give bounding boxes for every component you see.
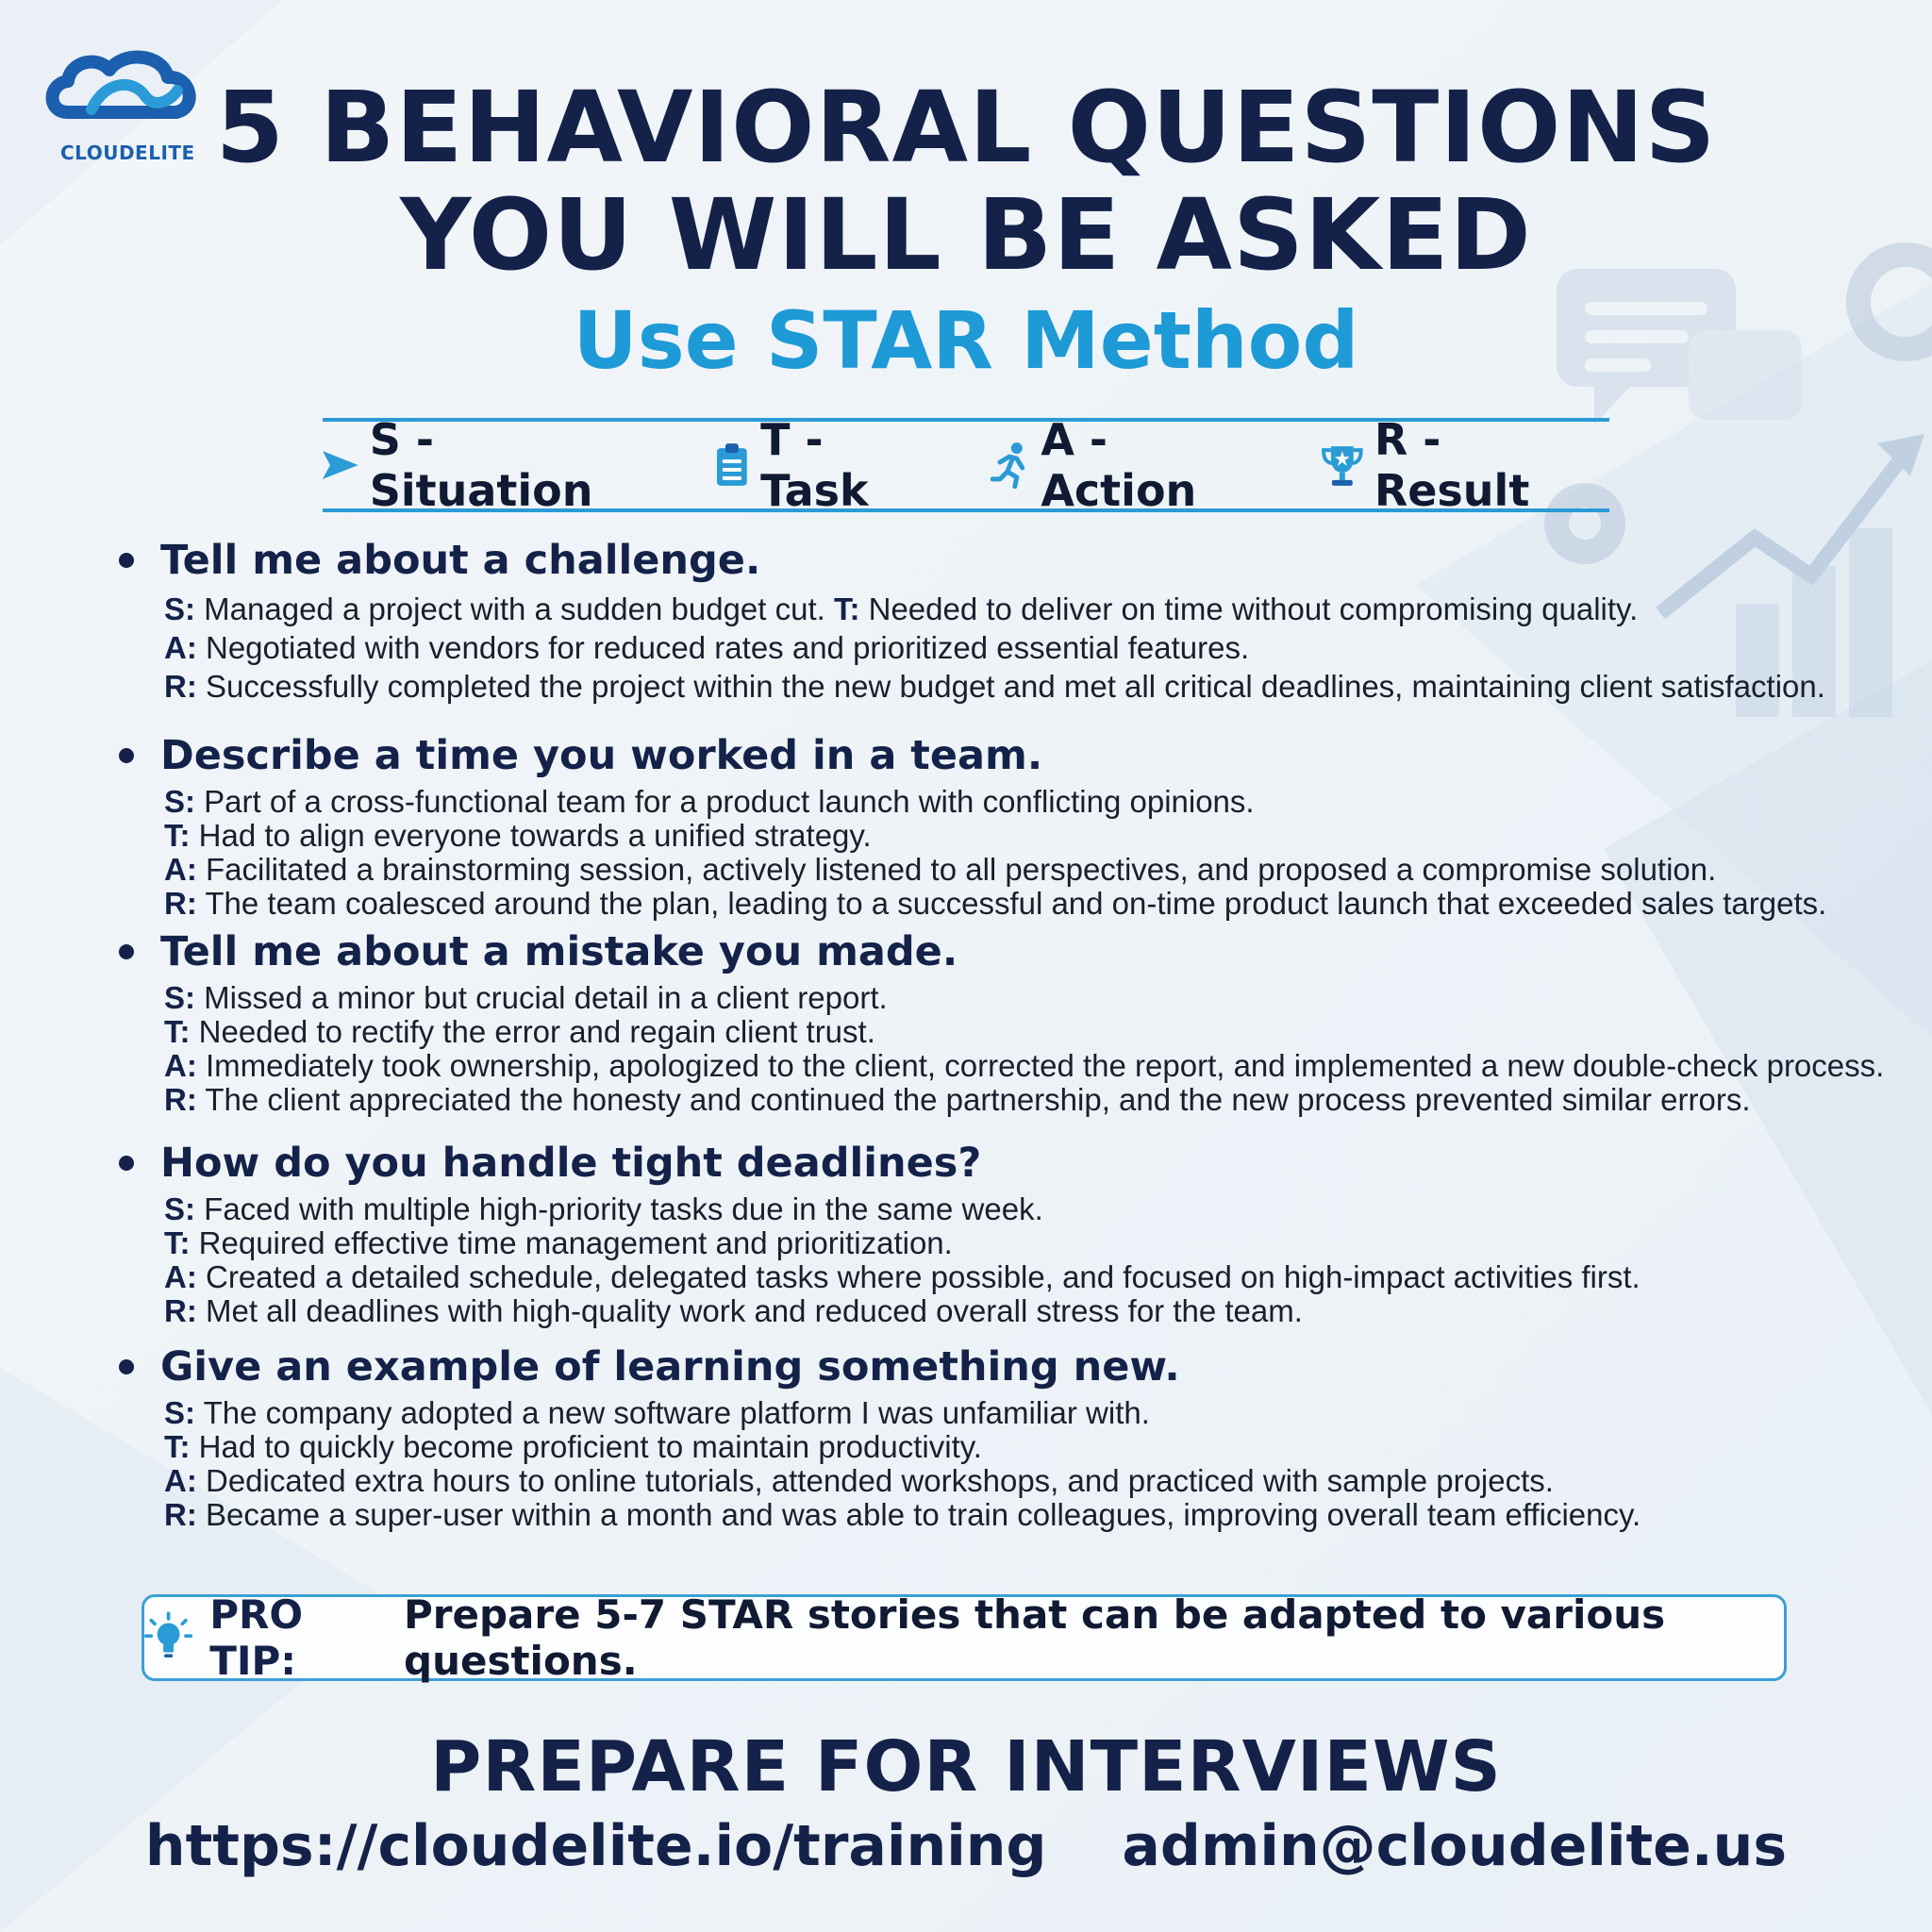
answer-line — [164, 1015, 1887, 1049]
answer-text: Facilitated a brainstorming session, actively listened to all perspectives, and proposed a compromise solution. — [196, 852, 1717, 887]
star-key: T: — [164, 818, 191, 853]
question-title: Tell me about a challenge. — [160, 537, 761, 584]
star-key: R: — [164, 1497, 197, 1532]
star-key: A: — [164, 852, 197, 887]
lightbulb-icon — [144, 1609, 192, 1666]
star-label: A - Action — [1041, 414, 1197, 516]
question-item — [113, 923, 1887, 1117]
answer-line — [164, 1430, 1887, 1464]
star-label: T - Task — [760, 414, 869, 516]
star-label: S - Situation — [369, 414, 593, 516]
star-legend — [323, 414, 1609, 516]
page-title — [0, 70, 1932, 292]
training-link[interactable]: https://cloudelite.io/training — [144, 1813, 1047, 1879]
answer-line — [164, 590, 1887, 628]
pro-tip-box — [142, 1591, 1787, 1684]
answer-text: Had to quickly become proficient to maintain productivity. — [190, 1429, 982, 1464]
answer-text: Part of a cross-functional team for a product launch with conflicting opinions. — [195, 784, 1255, 819]
send-arrow-icon — [323, 451, 358, 479]
star-key: T: — [164, 1429, 191, 1464]
answer-line — [164, 1192, 1887, 1226]
question-title: Give an example of learning something new. — [160, 1343, 1180, 1391]
star-key: T: — [164, 1225, 191, 1260]
star-key: S: — [164, 1191, 195, 1226]
star-item-action — [991, 414, 1277, 516]
question-item — [113, 1134, 1887, 1328]
bullet-icon — [119, 944, 134, 959]
answer-text: Required effective time management and prioritization. — [190, 1225, 953, 1260]
question-title: How do you handle tight deadlines? — [160, 1140, 982, 1187]
star-key: A: — [164, 1259, 197, 1294]
question-item — [113, 531, 1887, 706]
star-key: S: — [164, 1395, 195, 1430]
star-key: S: — [164, 784, 195, 819]
pro-tip-text: Prepare 5-7 STAR stories that can be adapted to various questions. — [404, 1591, 1666, 1684]
star-key: R: — [164, 1082, 197, 1117]
answer-text: Met all deadlines with high-quality work and reduced overall stress for the team. — [196, 1293, 1303, 1328]
answer-text: Created a detailed schedule, delegated tasks where possible, and focused on high-impact activities first. — [196, 1259, 1641, 1294]
answer-line — [164, 785, 1887, 819]
star-key: T: — [164, 1014, 191, 1049]
answer-line — [164, 1396, 1887, 1430]
answer-text: Managed a project with a sudden budget cut. — [195, 591, 834, 626]
clipboard-icon — [715, 442, 749, 488]
star-key: S: — [164, 591, 195, 626]
bullet-icon — [119, 1359, 134, 1374]
star-key: A: — [164, 1048, 197, 1083]
answer-line — [164, 1049, 1887, 1083]
question-item — [113, 726, 1887, 921]
answer-text: The company adopted a new software platform I was unfamiliar with. — [195, 1395, 1150, 1430]
footer-cta: PREPARE FOR INTERVIEWS — [430, 1726, 1502, 1807]
answer-line — [164, 1260, 1887, 1294]
answer-line — [164, 1226, 1887, 1260]
answer-line — [164, 853, 1887, 887]
answer-text: Missed a minor but crucial detail in a client report. — [195, 980, 888, 1015]
answer-text: Successfully completed the project within the new budget and met all critical deadlines, maintaining client satisfaction. — [196, 669, 1825, 704]
star-item-situation — [323, 414, 670, 516]
answer-text: Needed to deliver on time without compromising quality. — [859, 591, 1639, 626]
questions-list — [113, 531, 1887, 1532]
bullet-icon — [119, 553, 134, 568]
answer-text: The team coalesced around the plan, leading to a successful and on-time product launch that exceeded sales targets. — [196, 886, 1827, 921]
star-key: R: — [164, 886, 197, 921]
star-item-task — [715, 414, 944, 516]
answer-text: Faced with multiple high-priority tasks due in the same week. — [195, 1191, 1043, 1226]
answer-line — [164, 667, 1887, 706]
title-line-1: 5 BEHAVIORAL QUESTIONS — [215, 70, 1717, 185]
answer-text: Negotiated with vendors for reduced rates and prioritized essential features. — [196, 630, 1250, 665]
answer-text: Immediately took ownership, apologized to the client, corrected the report, and implemented a new double-check process. — [196, 1048, 1885, 1083]
email-link[interactable]: admin@cloudelite.us — [1122, 1813, 1788, 1879]
title-line-2: YOU WILL BE ASKED — [400, 177, 1532, 292]
answer-text: The client appreciated the honesty and continued the partnership, and the new process prevented similar errors. — [196, 1082, 1751, 1117]
star-key: A: — [164, 1463, 197, 1498]
answer-text: Had to align everyone towards a unified strategy. — [190, 818, 872, 853]
answer-text: Became a super-user within a month and was able to train colleagues, improving overall team efficiency. — [196, 1497, 1641, 1532]
answer-text: Dedicated extra hours to online tutorials, attended workshops, and practiced with sample projects. — [196, 1463, 1554, 1498]
question-item — [113, 1338, 1887, 1532]
answer-line — [164, 1464, 1887, 1498]
running-person-icon — [991, 441, 1030, 489]
answer-line — [164, 887, 1887, 921]
footer-links — [0, 1813, 1932, 1879]
answer-line — [164, 819, 1887, 853]
bullet-icon — [119, 748, 134, 763]
answer-text: Needed to rectify the error and regain client trust. — [190, 1014, 875, 1049]
answer-line — [164, 1083, 1887, 1117]
star-key: R: — [164, 1293, 197, 1328]
star-key: A: — [164, 630, 197, 665]
bullet-icon — [119, 1156, 134, 1171]
star-key: S: — [164, 980, 195, 1015]
answer-line — [164, 628, 1887, 667]
question-title: Describe a time you worked in a team. — [160, 732, 1043, 779]
answer-line — [164, 1294, 1887, 1328]
answer-line — [164, 1498, 1887, 1532]
question-title: Tell me about a mistake you made. — [160, 928, 958, 975]
answer-line — [164, 981, 1887, 1015]
pro-tip-label: PRO TIP: — [209, 1591, 304, 1684]
page-subtitle: Use STAR Method — [573, 294, 1359, 387]
star-label: R - Result — [1374, 414, 1530, 516]
star-item-result — [1322, 414, 1609, 516]
star-key: R: — [164, 669, 197, 704]
brand-name: CLOUDELITE — [60, 142, 195, 164]
trophy-icon — [1322, 442, 1363, 488]
star-key: T: — [833, 591, 860, 626]
